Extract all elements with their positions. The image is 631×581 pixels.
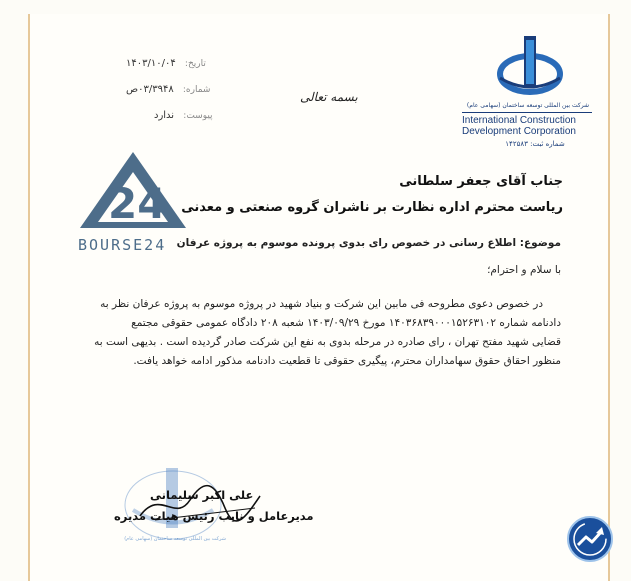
signatory-name: علی اکبر سلیمانی — [150, 488, 254, 502]
bourse24-watermark — [78, 150, 188, 254]
trend-badge — [566, 515, 614, 563]
company-logo-icon — [490, 34, 570, 102]
bismillah: بسمه تعالی — [300, 90, 358, 104]
greeting: با سلام و احترام؛ — [487, 264, 561, 276]
body-paragraph — [61, 295, 561, 371]
number-row — [120, 84, 210, 95]
date-value: ۱۴۰۳/۱۰/۰۴ — [126, 58, 176, 69]
attachment-value: ندارد — [154, 110, 175, 121]
subject-line: موضوع: اطلاع رسانی در خصوص رای بدوی پرونده موسوم به پروژه عرفان — [176, 237, 561, 249]
body-line-1: در خصوص دعوی مطروحه فی مابین این شرکت و بنیاد شهید در پروژه موسوم به پروژه عرفان نظر به — [100, 298, 543, 310]
bourse24-mark: 24 — [108, 179, 167, 228]
trend-chart-icon — [566, 515, 614, 563]
date-row — [120, 58, 206, 69]
attachment-label: پیوست: — [183, 111, 213, 121]
company-name-fa: شرکت بین المللی توسعه ساختمان (سهامی عام) — [466, 102, 590, 109]
recipient-name: جناب آقای جعفر سلطانی — [399, 174, 563, 189]
number-label: شماره: — [182, 85, 211, 95]
stamp-text: شرکت بین المللی توسعه ساختمان (سهامی عام) — [124, 536, 226, 542]
number-value: ۰۳/۳۹۴۸ص — [126, 84, 174, 95]
company-name-en-line1: International Construction — [462, 115, 576, 126]
recipient-title: ریاست محترم اداره نظارت بر ناشران گروه صنعتی و معدنی — [181, 200, 563, 215]
registration-number: شماره ثبت: ۱۴۲۵۸۳ — [505, 140, 565, 148]
attachment-row — [148, 110, 213, 121]
bourse24-logo-icon — [78, 150, 188, 230]
body-line-4: منظور احقاق حقوق سهامداران محترم، پیگیری حقوقی تا قطعیت دادنامه مذکور ادامه خواهد یافت. — [133, 355, 561, 367]
company-logo — [490, 34, 570, 102]
signatory-title: مدیرعامل و نایب رئیس هیات مدیره — [114, 509, 314, 523]
body-line-2: دادنامه شماره ۱۴۰۳۶۸۳۹۰۰۰۱۵۲۶۳۱۰۲ مورخ ۱۴۰۳/۰۹/۲۹ شعبه ۲۰۸ دادگاه عمومی حقوقی مجتمع — [131, 317, 561, 329]
body-line-3: قضایی شهید مفتح تهران ، رای صادره در مرحله بدوی به نفع این شرکت صادر گردیده است . بدیهی است به — [94, 336, 561, 348]
company-name-en — [462, 112, 592, 137]
company-name-en-line2: Development Corporation — [462, 126, 576, 137]
bourse24-text: BOURSE24 — [78, 236, 167, 254]
date-label: تاریخ: — [184, 59, 206, 69]
